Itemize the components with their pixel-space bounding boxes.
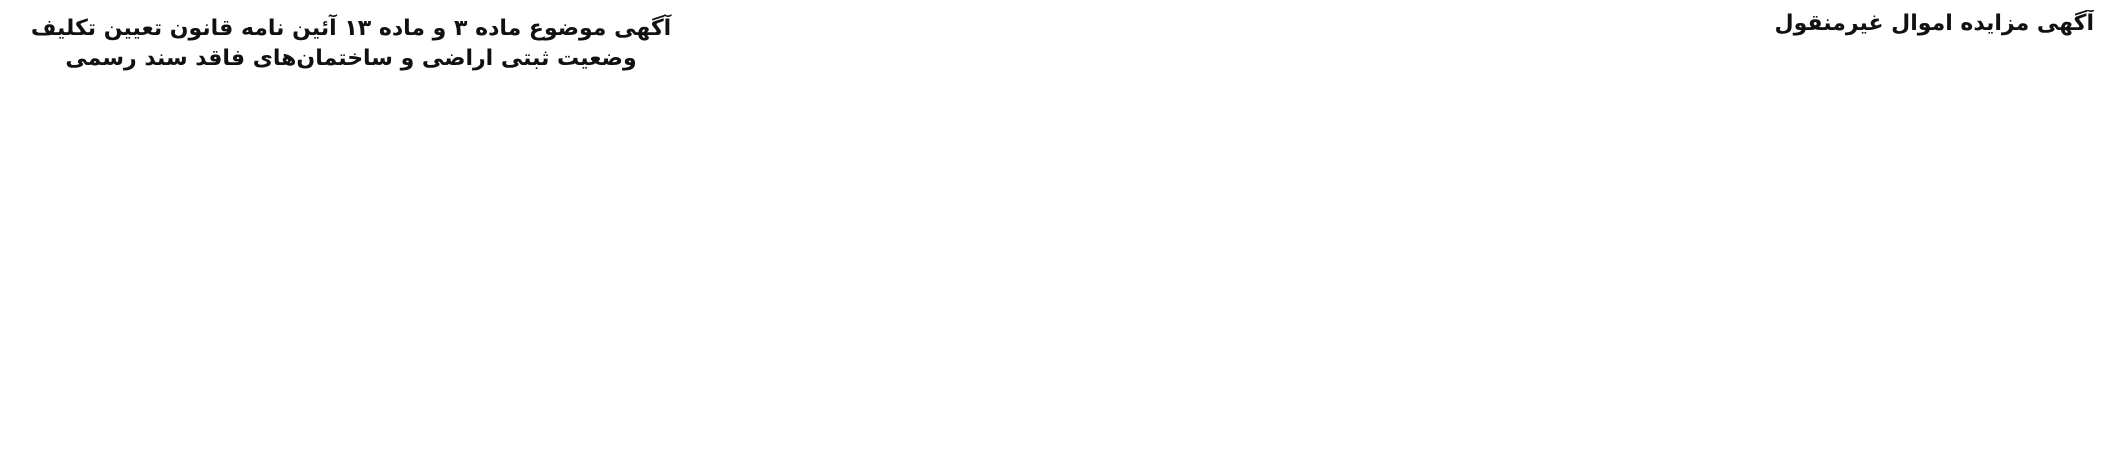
auction-notice-heading: آگهی مزایده اموال غیرمنقول — [1774, 11, 2094, 36]
property-description-column — [12, 10, 690, 444]
auction-notice-column — [1394, 10, 2094, 444]
auction-continuation-column — [702, 10, 1382, 444]
land-registration-notice-heading: آگهی موضوع ماده ۳ و ماده ۱۳ آئین نامه قانون تعیین تکلیف وضعیت ثبتی اراضی و ساختمان‌های فاقد سند رسمی — [30, 16, 672, 71]
